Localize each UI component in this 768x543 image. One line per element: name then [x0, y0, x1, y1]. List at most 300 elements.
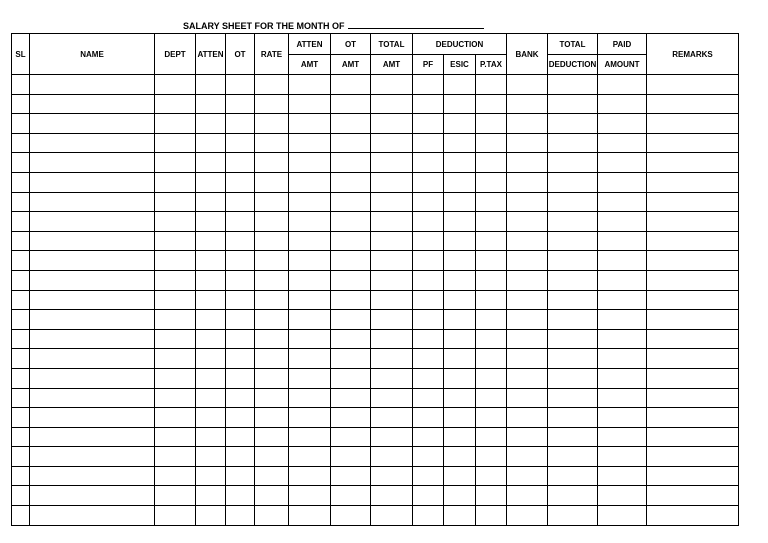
table-cell[interactable] [331, 486, 371, 506]
table-cell[interactable] [155, 368, 196, 388]
table-cell[interactable] [598, 172, 647, 192]
table-cell[interactable] [289, 349, 331, 369]
table-cell[interactable] [548, 231, 598, 251]
table-cell[interactable] [155, 75, 196, 95]
table-cell[interactable] [444, 427, 476, 447]
table-cell[interactable] [331, 153, 371, 173]
table-cell[interactable] [476, 427, 507, 447]
table-cell[interactable] [444, 408, 476, 428]
table-cell[interactable] [289, 466, 331, 486]
table-cell[interactable] [196, 133, 226, 153]
table-cell[interactable] [548, 75, 598, 95]
table-cell[interactable] [371, 94, 413, 114]
table-cell[interactable] [647, 329, 739, 349]
table-cell[interactable] [444, 368, 476, 388]
table-cell[interactable] [548, 506, 598, 526]
table-cell[interactable] [444, 466, 476, 486]
table-cell[interactable] [476, 114, 507, 134]
table-cell[interactable] [444, 114, 476, 134]
table-cell[interactable] [476, 153, 507, 173]
table-cell[interactable] [155, 172, 196, 192]
table-cell[interactable] [507, 251, 548, 271]
table-cell[interactable] [289, 192, 331, 212]
table-cell[interactable] [196, 388, 226, 408]
table-cell[interactable] [196, 75, 226, 95]
table-cell[interactable] [30, 114, 155, 134]
table-cell[interactable] [507, 329, 548, 349]
table-cell[interactable] [30, 310, 155, 330]
table-cell[interactable] [226, 172, 255, 192]
table-cell[interactable] [255, 408, 289, 428]
table-cell[interactable] [413, 94, 444, 114]
table-cell[interactable] [289, 212, 331, 232]
table-cell[interactable] [30, 329, 155, 349]
table-cell[interactable] [196, 368, 226, 388]
table-cell[interactable] [476, 290, 507, 310]
table-cell[interactable] [444, 447, 476, 467]
table-cell[interactable] [12, 290, 30, 310]
table-cell[interactable] [476, 172, 507, 192]
table-cell[interactable] [476, 349, 507, 369]
table-cell[interactable] [30, 349, 155, 369]
table-cell[interactable] [155, 447, 196, 467]
table-cell[interactable] [444, 172, 476, 192]
table-cell[interactable] [371, 270, 413, 290]
table-cell[interactable] [647, 486, 739, 506]
table-cell[interactable] [507, 192, 548, 212]
table-cell[interactable] [331, 329, 371, 349]
table-cell[interactable] [196, 290, 226, 310]
table-cell[interactable] [371, 427, 413, 447]
table-cell[interactable] [548, 192, 598, 212]
table-cell[interactable] [413, 447, 444, 467]
table-cell[interactable] [507, 114, 548, 134]
table-cell[interactable] [12, 192, 30, 212]
table-cell[interactable] [476, 94, 507, 114]
table-cell[interactable] [196, 486, 226, 506]
table-cell[interactable] [444, 75, 476, 95]
table-cell[interactable] [548, 447, 598, 467]
table-cell[interactable] [413, 133, 444, 153]
table-cell[interactable] [331, 270, 371, 290]
table-cell[interactable] [548, 349, 598, 369]
table-cell[interactable] [371, 486, 413, 506]
table-cell[interactable] [155, 153, 196, 173]
table-cell[interactable] [155, 310, 196, 330]
table-cell[interactable] [507, 310, 548, 330]
table-cell[interactable] [371, 75, 413, 95]
table-cell[interactable] [30, 75, 155, 95]
table-cell[interactable] [507, 153, 548, 173]
table-cell[interactable] [196, 427, 226, 447]
table-cell[interactable] [476, 368, 507, 388]
table-cell[interactable] [255, 212, 289, 232]
table-cell[interactable] [598, 368, 647, 388]
table-cell[interactable] [331, 408, 371, 428]
table-cell[interactable] [548, 153, 598, 173]
table-cell[interactable] [371, 408, 413, 428]
table-cell[interactable] [289, 486, 331, 506]
table-cell[interactable] [12, 486, 30, 506]
table-cell[interactable] [444, 388, 476, 408]
table-cell[interactable] [647, 349, 739, 369]
table-cell[interactable] [331, 349, 371, 369]
table-cell[interactable] [226, 231, 255, 251]
table-cell[interactable] [155, 486, 196, 506]
table-cell[interactable] [507, 231, 548, 251]
table-cell[interactable] [647, 388, 739, 408]
table-cell[interactable] [548, 466, 598, 486]
table-cell[interactable] [12, 427, 30, 447]
table-cell[interactable] [371, 349, 413, 369]
table-cell[interactable] [548, 251, 598, 271]
table-cell[interactable] [12, 408, 30, 428]
table-cell[interactable] [476, 466, 507, 486]
table-cell[interactable] [647, 75, 739, 95]
table-cell[interactable] [289, 94, 331, 114]
table-cell[interactable] [155, 270, 196, 290]
table-cell[interactable] [444, 153, 476, 173]
table-cell[interactable] [598, 486, 647, 506]
table-cell[interactable] [30, 388, 155, 408]
table-cell[interactable] [226, 94, 255, 114]
table-cell[interactable] [548, 408, 598, 428]
table-cell[interactable] [371, 329, 413, 349]
table-cell[interactable] [647, 251, 739, 271]
table-cell[interactable] [226, 153, 255, 173]
table-cell[interactable] [255, 270, 289, 290]
table-cell[interactable] [30, 408, 155, 428]
table-cell[interactable] [647, 427, 739, 447]
table-cell[interactable] [413, 251, 444, 271]
table-cell[interactable] [289, 329, 331, 349]
table-cell[interactable] [598, 447, 647, 467]
table-cell[interactable] [196, 506, 226, 526]
table-cell[interactable] [255, 114, 289, 134]
table-cell[interactable] [12, 466, 30, 486]
table-cell[interactable] [226, 427, 255, 447]
table-cell[interactable] [289, 75, 331, 95]
table-cell[interactable] [371, 368, 413, 388]
table-cell[interactable] [371, 172, 413, 192]
table-cell[interactable] [255, 94, 289, 114]
table-cell[interactable] [647, 506, 739, 526]
table-cell[interactable] [331, 466, 371, 486]
table-cell[interactable] [30, 368, 155, 388]
table-cell[interactable] [331, 212, 371, 232]
table-cell[interactable] [255, 427, 289, 447]
table-cell[interactable] [444, 329, 476, 349]
table-cell[interactable] [196, 310, 226, 330]
table-cell[interactable] [444, 270, 476, 290]
table-cell[interactable] [413, 290, 444, 310]
table-cell[interactable] [226, 349, 255, 369]
table-cell[interactable] [548, 94, 598, 114]
table-cell[interactable] [598, 192, 647, 212]
table-cell[interactable] [598, 133, 647, 153]
table-cell[interactable] [289, 388, 331, 408]
table-cell[interactable] [548, 290, 598, 310]
table-cell[interactable] [196, 94, 226, 114]
table-cell[interactable] [30, 133, 155, 153]
table-cell[interactable] [507, 368, 548, 388]
table-cell[interactable] [507, 270, 548, 290]
table-cell[interactable] [371, 114, 413, 134]
table-cell[interactable] [196, 447, 226, 467]
table-cell[interactable] [413, 349, 444, 369]
table-cell[interactable] [289, 251, 331, 271]
table-cell[interactable] [331, 114, 371, 134]
table-cell[interactable] [226, 75, 255, 95]
table-cell[interactable] [444, 212, 476, 232]
table-cell[interactable] [255, 388, 289, 408]
table-cell[interactable] [155, 427, 196, 447]
table-cell[interactable] [598, 231, 647, 251]
table-cell[interactable] [255, 192, 289, 212]
table-cell[interactable] [196, 349, 226, 369]
table-cell[interactable] [255, 447, 289, 467]
table-cell[interactable] [255, 231, 289, 251]
table-cell[interactable] [255, 251, 289, 271]
table-cell[interactable] [413, 114, 444, 134]
table-cell[interactable] [598, 290, 647, 310]
table-cell[interactable] [598, 114, 647, 134]
table-cell[interactable] [548, 388, 598, 408]
table-cell[interactable] [598, 153, 647, 173]
table-cell[interactable] [413, 212, 444, 232]
table-cell[interactable] [226, 486, 255, 506]
table-cell[interactable] [226, 388, 255, 408]
table-cell[interactable] [598, 251, 647, 271]
table-cell[interactable] [507, 212, 548, 232]
table-cell[interactable] [30, 506, 155, 526]
table-cell[interactable] [371, 192, 413, 212]
table-cell[interactable] [226, 133, 255, 153]
table-cell[interactable] [371, 251, 413, 271]
table-cell[interactable] [30, 94, 155, 114]
table-cell[interactable] [289, 290, 331, 310]
table-cell[interactable] [371, 212, 413, 232]
table-cell[interactable] [196, 251, 226, 271]
table-cell[interactable] [647, 153, 739, 173]
table-cell[interactable] [331, 506, 371, 526]
table-cell[interactable] [12, 231, 30, 251]
table-cell[interactable] [289, 408, 331, 428]
table-cell[interactable] [196, 153, 226, 173]
table-cell[interactable] [371, 153, 413, 173]
table-cell[interactable] [507, 447, 548, 467]
table-cell[interactable] [155, 349, 196, 369]
table-cell[interactable] [255, 172, 289, 192]
table-cell[interactable] [255, 133, 289, 153]
table-cell[interactable] [598, 506, 647, 526]
table-cell[interactable] [226, 329, 255, 349]
table-cell[interactable] [255, 368, 289, 388]
table-cell[interactable] [30, 231, 155, 251]
table-cell[interactable] [155, 231, 196, 251]
table-cell[interactable] [255, 329, 289, 349]
table-cell[interactable] [371, 290, 413, 310]
table-cell[interactable] [548, 212, 598, 232]
table-cell[interactable] [444, 506, 476, 526]
table-cell[interactable] [226, 192, 255, 212]
table-cell[interactable] [548, 270, 598, 290]
table-cell[interactable] [598, 94, 647, 114]
table-cell[interactable] [255, 466, 289, 486]
table-cell[interactable] [507, 466, 548, 486]
table-cell[interactable] [548, 486, 598, 506]
table-cell[interactable] [155, 133, 196, 153]
table-cell[interactable] [413, 506, 444, 526]
table-cell[interactable] [647, 466, 739, 486]
table-cell[interactable] [507, 486, 548, 506]
table-cell[interactable] [289, 368, 331, 388]
table-cell[interactable] [647, 94, 739, 114]
table-cell[interactable] [476, 270, 507, 290]
table-cell[interactable] [647, 231, 739, 251]
table-cell[interactable] [226, 368, 255, 388]
table-cell[interactable] [226, 270, 255, 290]
table-cell[interactable] [507, 133, 548, 153]
table-cell[interactable] [647, 310, 739, 330]
table-cell[interactable] [196, 466, 226, 486]
table-cell[interactable] [413, 408, 444, 428]
table-cell[interactable] [548, 427, 598, 447]
table-cell[interactable] [371, 506, 413, 526]
table-cell[interactable] [413, 192, 444, 212]
table-cell[interactable] [413, 231, 444, 251]
table-cell[interactable] [289, 310, 331, 330]
table-cell[interactable] [12, 447, 30, 467]
table-cell[interactable] [155, 408, 196, 428]
table-cell[interactable] [289, 427, 331, 447]
table-cell[interactable] [196, 172, 226, 192]
table-cell[interactable] [476, 133, 507, 153]
table-cell[interactable] [507, 388, 548, 408]
table-cell[interactable] [476, 447, 507, 467]
table-cell[interactable] [30, 427, 155, 447]
table-cell[interactable] [413, 270, 444, 290]
table-cell[interactable] [12, 75, 30, 95]
table-cell[interactable] [155, 212, 196, 232]
table-cell[interactable] [548, 172, 598, 192]
table-cell[interactable] [12, 368, 30, 388]
table-cell[interactable] [289, 231, 331, 251]
table-cell[interactable] [30, 447, 155, 467]
table-cell[interactable] [196, 114, 226, 134]
table-cell[interactable] [289, 172, 331, 192]
table-cell[interactable] [413, 388, 444, 408]
table-cell[interactable] [12, 133, 30, 153]
table-cell[interactable] [507, 94, 548, 114]
table-cell[interactable] [598, 212, 647, 232]
table-cell[interactable] [255, 153, 289, 173]
table-cell[interactable] [598, 270, 647, 290]
table-cell[interactable] [413, 466, 444, 486]
table-cell[interactable] [12, 153, 30, 173]
table-cell[interactable] [476, 192, 507, 212]
table-cell[interactable] [647, 270, 739, 290]
table-cell[interactable] [413, 486, 444, 506]
table-cell[interactable] [444, 192, 476, 212]
table-cell[interactable] [371, 231, 413, 251]
table-cell[interactable] [155, 192, 196, 212]
table-cell[interactable] [12, 349, 30, 369]
table-cell[interactable] [155, 290, 196, 310]
table-cell[interactable] [476, 75, 507, 95]
table-cell[interactable] [12, 172, 30, 192]
table-cell[interactable] [371, 388, 413, 408]
table-cell[interactable] [12, 270, 30, 290]
table-cell[interactable] [226, 506, 255, 526]
table-cell[interactable] [289, 114, 331, 134]
table-cell[interactable] [196, 270, 226, 290]
table-cell[interactable] [647, 192, 739, 212]
table-cell[interactable] [196, 212, 226, 232]
table-cell[interactable] [548, 310, 598, 330]
table-cell[interactable] [413, 310, 444, 330]
table-cell[interactable] [647, 212, 739, 232]
table-cell[interactable] [507, 172, 548, 192]
table-cell[interactable] [507, 75, 548, 95]
table-cell[interactable] [444, 486, 476, 506]
table-cell[interactable] [476, 506, 507, 526]
table-cell[interactable] [548, 133, 598, 153]
table-cell[interactable] [647, 172, 739, 192]
table-cell[interactable] [331, 94, 371, 114]
table-cell[interactable] [598, 329, 647, 349]
table-cell[interactable] [598, 427, 647, 447]
table-cell[interactable] [413, 153, 444, 173]
table-cell[interactable] [444, 251, 476, 271]
table-cell[interactable] [413, 75, 444, 95]
table-cell[interactable] [647, 408, 739, 428]
table-cell[interactable] [476, 231, 507, 251]
table-cell[interactable] [371, 466, 413, 486]
table-cell[interactable] [476, 251, 507, 271]
table-cell[interactable] [507, 506, 548, 526]
table-cell[interactable] [196, 329, 226, 349]
table-cell[interactable] [155, 251, 196, 271]
table-cell[interactable] [226, 310, 255, 330]
table-cell[interactable] [226, 290, 255, 310]
table-cell[interactable] [331, 192, 371, 212]
table-cell[interactable] [413, 427, 444, 447]
table-cell[interactable] [476, 329, 507, 349]
table-cell[interactable] [196, 192, 226, 212]
table-cell[interactable] [196, 231, 226, 251]
table-cell[interactable] [12, 310, 30, 330]
table-cell[interactable] [507, 408, 548, 428]
table-cell[interactable] [226, 466, 255, 486]
table-cell[interactable] [444, 290, 476, 310]
table-cell[interactable] [647, 114, 739, 134]
table-cell[interactable] [507, 290, 548, 310]
table-cell[interactable] [548, 368, 598, 388]
table-cell[interactable] [226, 251, 255, 271]
table-cell[interactable] [598, 75, 647, 95]
table-cell[interactable] [155, 94, 196, 114]
table-cell[interactable] [444, 133, 476, 153]
table-cell[interactable] [255, 506, 289, 526]
table-cell[interactable] [255, 75, 289, 95]
table-cell[interactable] [155, 329, 196, 349]
table-cell[interactable] [507, 427, 548, 447]
table-cell[interactable] [155, 506, 196, 526]
table-cell[interactable] [598, 310, 647, 330]
table-cell[interactable] [331, 75, 371, 95]
table-cell[interactable] [507, 349, 548, 369]
